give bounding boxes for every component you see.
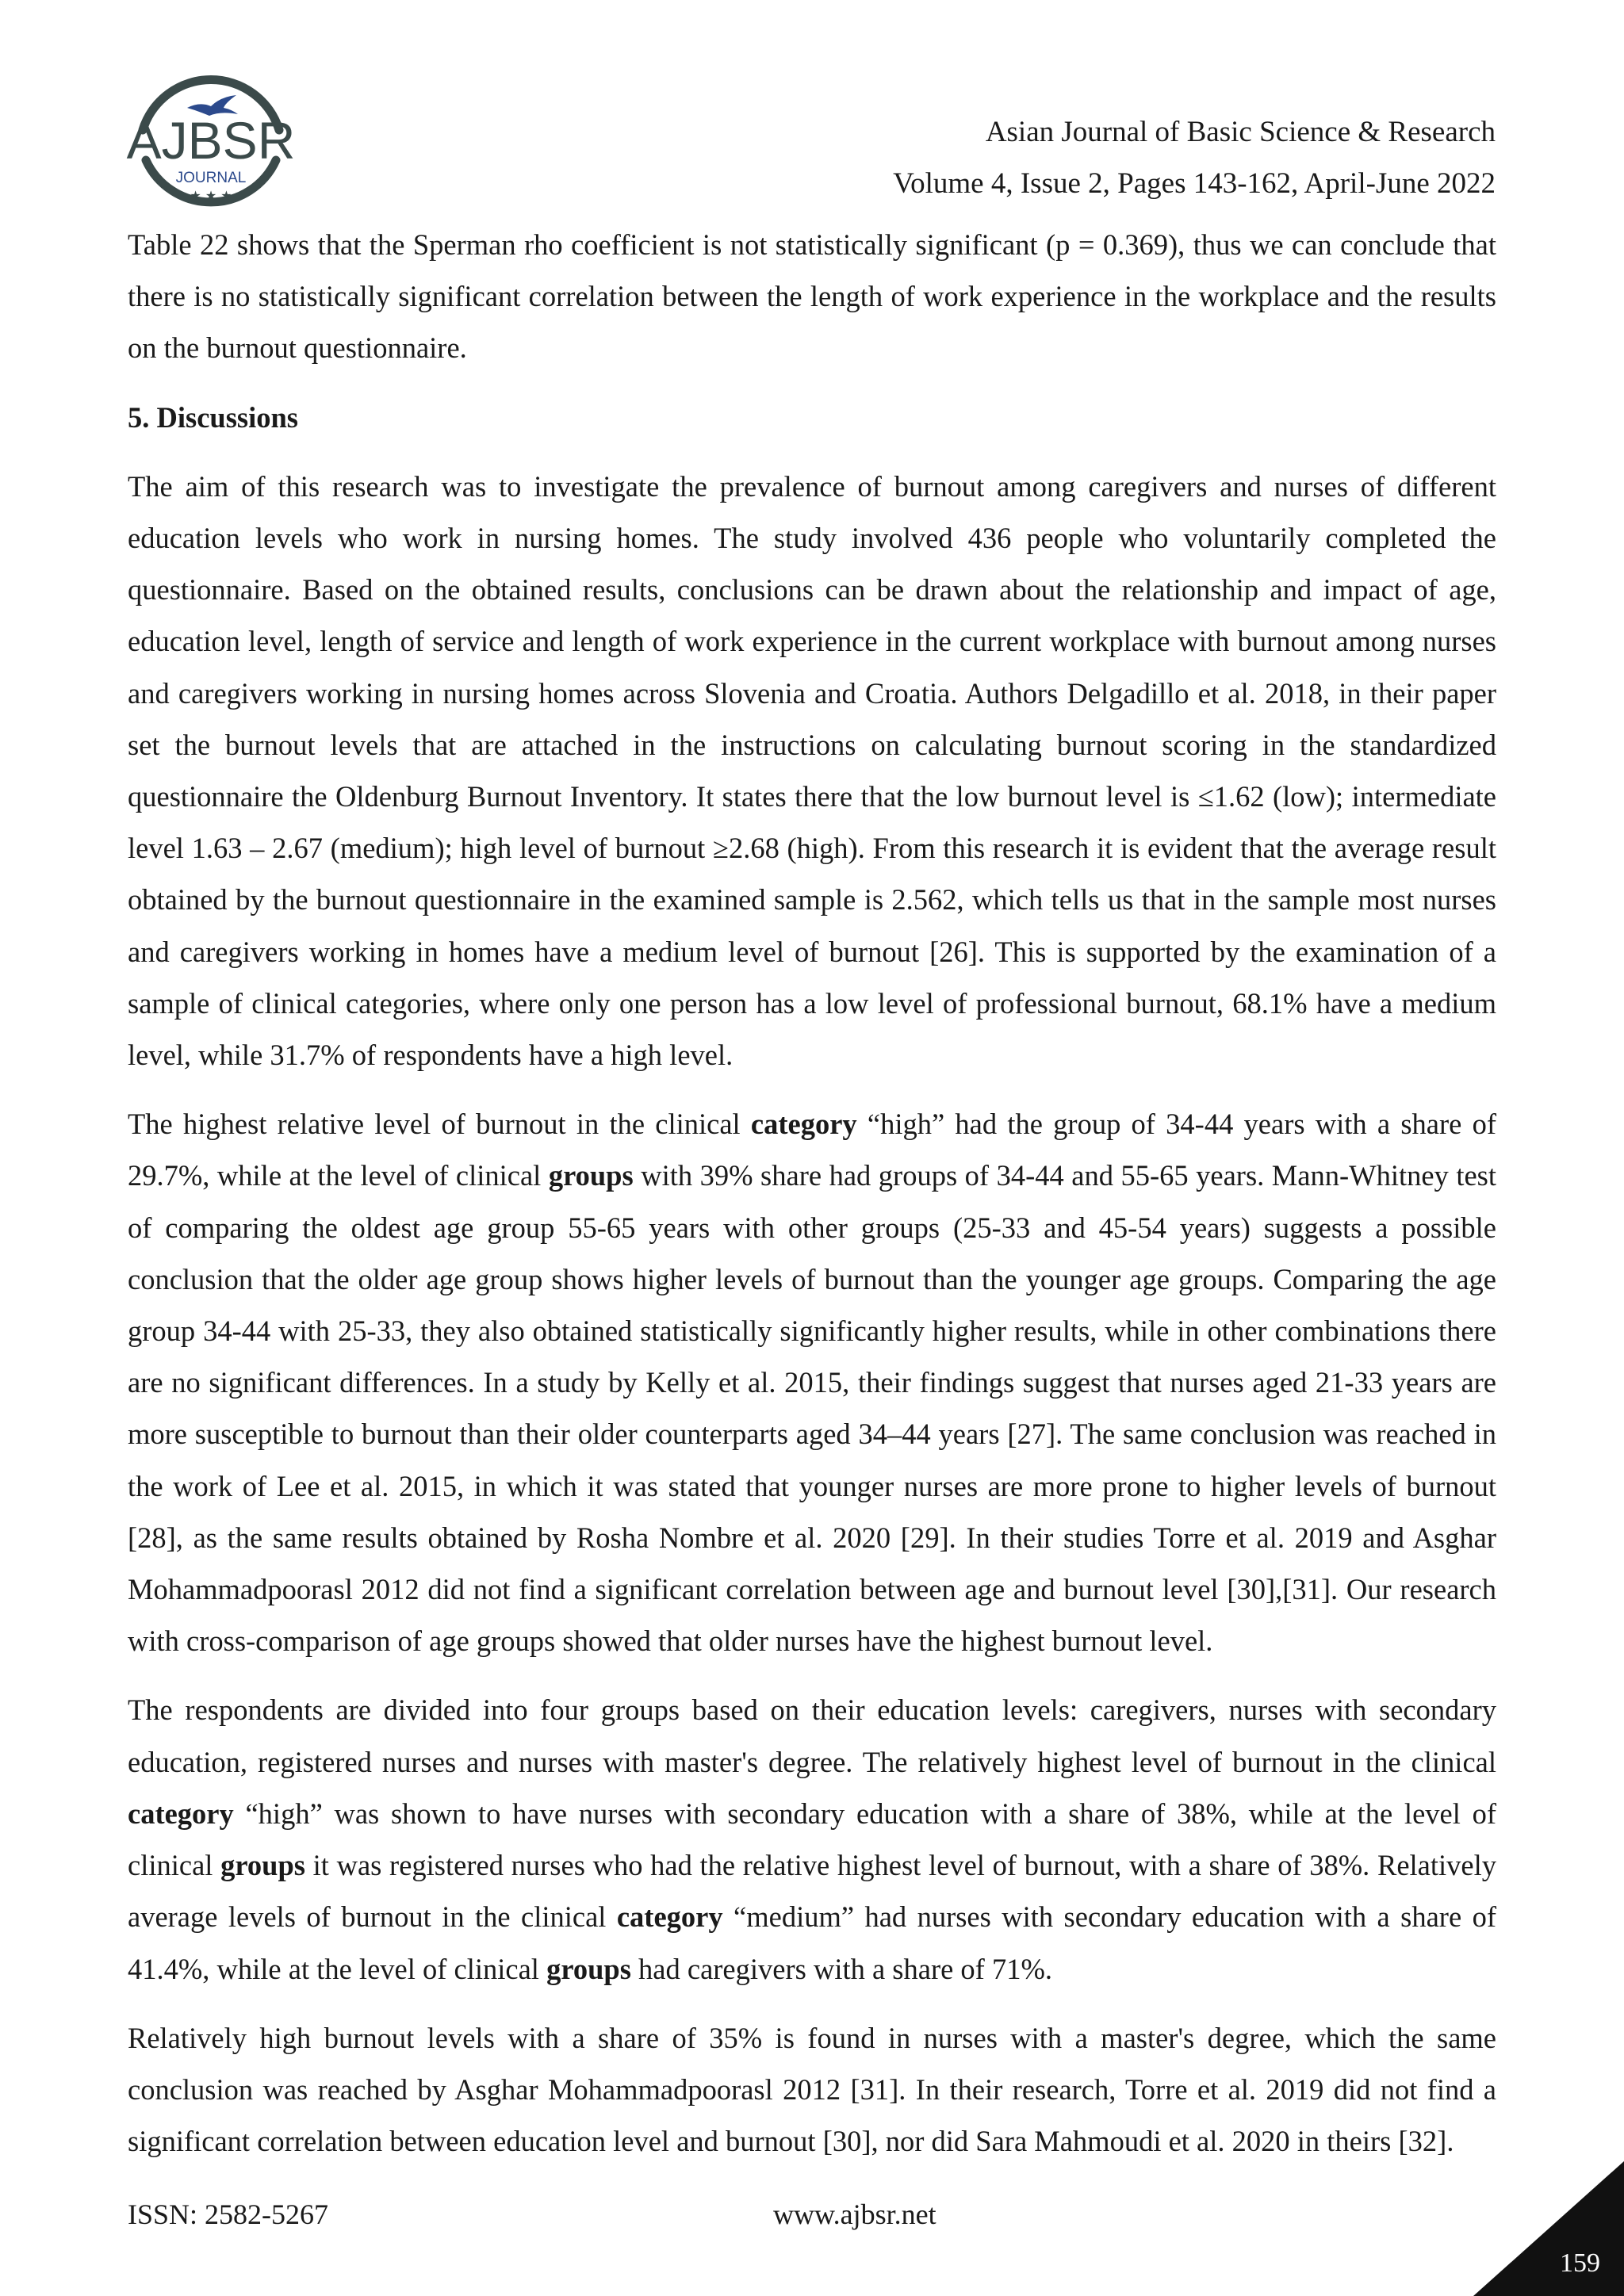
- paragraph-2: The aim of this research was to investigate the prevalence of burnout among caregivers and nurses of different education levels who work in nursing homes. The study involved 436 people who voluntarily completed the questionnaire. Based on the obtained results, conclusions can be drawn about the relationship and impact of age, education level, length of service and length of work experience in the current workplace with burnout among nurses and caregivers working in nursing homes across Slovenia and Croatia. Authors Delgadillo et al. 2018, in their paper set the burnout levels that are attached in the instructions on calculating burnout scoring in the standardized questionnaire the Oldenburg Burnout Inventory. It states there that the low burnout level is ≤1.62 (low); intermediate level 1.63 – 2.67 (medium); high level of burnout ≥2.68 (high). From this research it is evident that the average result obtained by the burnout questionnaire in the examined sample is 2.562, which tells us that in the sample most nurses and caregivers working in homes have a medium level of burnout [26]. This is supported by the examination of a sample of clinical categories, where only one person has a low level of professional burnout, 68.1% have a medium level, while 31.7% of respondents have a high level.: [128, 469, 1496, 1072]
- text-run: The respondents are divided into four groups based on their education levels: caregivers, nurses with secondary education, registered nurses and nurses with master's degree. The relatively highest level of burnout in the clinical: [128, 1693, 1496, 1778]
- text-run: “medium” had nurses with secondary education with a share of 41.4%, while at the level of clinical: [128, 1900, 1496, 1985]
- journal-header: [893, 106, 1496, 209]
- text-run: had caregivers with a share of 71%.: [630, 1952, 1052, 1985]
- article-body: [128, 219, 1496, 2184]
- logo-text: AJBSR: [126, 111, 296, 170]
- bold-term: category: [128, 1797, 234, 1830]
- journal-logo: [119, 62, 303, 220]
- bold-term: category: [616, 1900, 723, 1934]
- footer-issn: ISSN: 2582-5267: [128, 2198, 329, 2230]
- ajbsr-logo-icon: [119, 62, 303, 220]
- section-title: 5. Discussions: [128, 400, 299, 434]
- logo-stars: ★ ★ ★: [190, 188, 232, 203]
- paragraph-4: [128, 1684, 1496, 1994]
- text-run: The highest relative level of burnout in the clinical: [128, 1108, 751, 1141]
- page-corner: [1473, 2161, 1624, 2296]
- paragraph-5: Relatively high burnout levels with a share of 35% is found in nurses with a master's degree, which the same conclusion was reached by Asghar Mohammadpoorasl 2012 [31]. In their research, Torre et al. 2019 did not find a significant correlation between education level and burnout [30], nor did Sara Mahmoudi et al. 2020 in theirs [32].: [128, 2021, 1496, 2158]
- bold-term: category: [750, 1108, 857, 1141]
- journal-title: Asian Journal of Basic Science & Research: [985, 116, 1496, 148]
- journal-volume: Volume 4, Issue 2, Pages 143-162, April-June 2022: [893, 167, 1496, 200]
- logo-subtext: JOURNAL: [175, 170, 247, 186]
- bold-term: groups: [546, 1952, 631, 1985]
- paragraph-3: [128, 1098, 1496, 1667]
- corner-triangle-icon: [1473, 2161, 1624, 2296]
- bold-term: groups: [548, 1159, 634, 1192]
- paragraph-1: Table 22 shows that the Sperman rho coefficient is not statistically significant (p = 0.369), thus we can conclude that there is no statistically significant correlation between the length of work experience in the workplace and the results on the burnout questionnaire.: [128, 228, 1496, 365]
- text-run: with 39% share had groups of 34-44 and 55-65 years. Mann-Whitney test of comparing the oldest age group 55-65 years with other groups (25-33 and 45-54 years) suggests a possible conclusion that the older age group shows higher levels of burnout than the younger age groups. Comparing the age group 34-44 with 25-33, they also obtained statistically significantly higher results, while in other combinations there are no significant differences. In a study by Kelly et al. 2015, their findings suggest that nurses aged 21-33 years are more susceptible to burnout than their older counterparts aged 34–44 years [27]. The same conclusion was reached in the work of Lee et al. 2015, in which it was stated that younger nurses are more prone to higher levels of burnout [28], as the same results obtained by Rosha Nombre et al. 2020 [29]. In their studies Torre et al. 2019 and Asghar Mohammadpoorasl 2012 did not find a significant correlation between age and burnout level [30],[31]. Our research with cross-comparison of age groups showed that older nurses have the highest burnout level.: [128, 1159, 1497, 1658]
- footer-website[interactable]: www.ajbsr.net: [773, 2198, 936, 2230]
- page-number: 159: [1560, 2248, 1600, 2278]
- text-run: “high” was shown to have nurses with secondary education with a share of 38%, while at the level of clinical: [128, 1797, 1496, 1882]
- text-run: “high” had the group of 34-44 years with a share of 29.7%, while at the level of clinical: [128, 1108, 1496, 1192]
- text-run: it was registered nurses who had the relative highest level of burnout, with a share of 38%. Relatively average levels of burnout in the clinical: [128, 1849, 1497, 1934]
- bold-term: groups: [220, 1849, 305, 1882]
